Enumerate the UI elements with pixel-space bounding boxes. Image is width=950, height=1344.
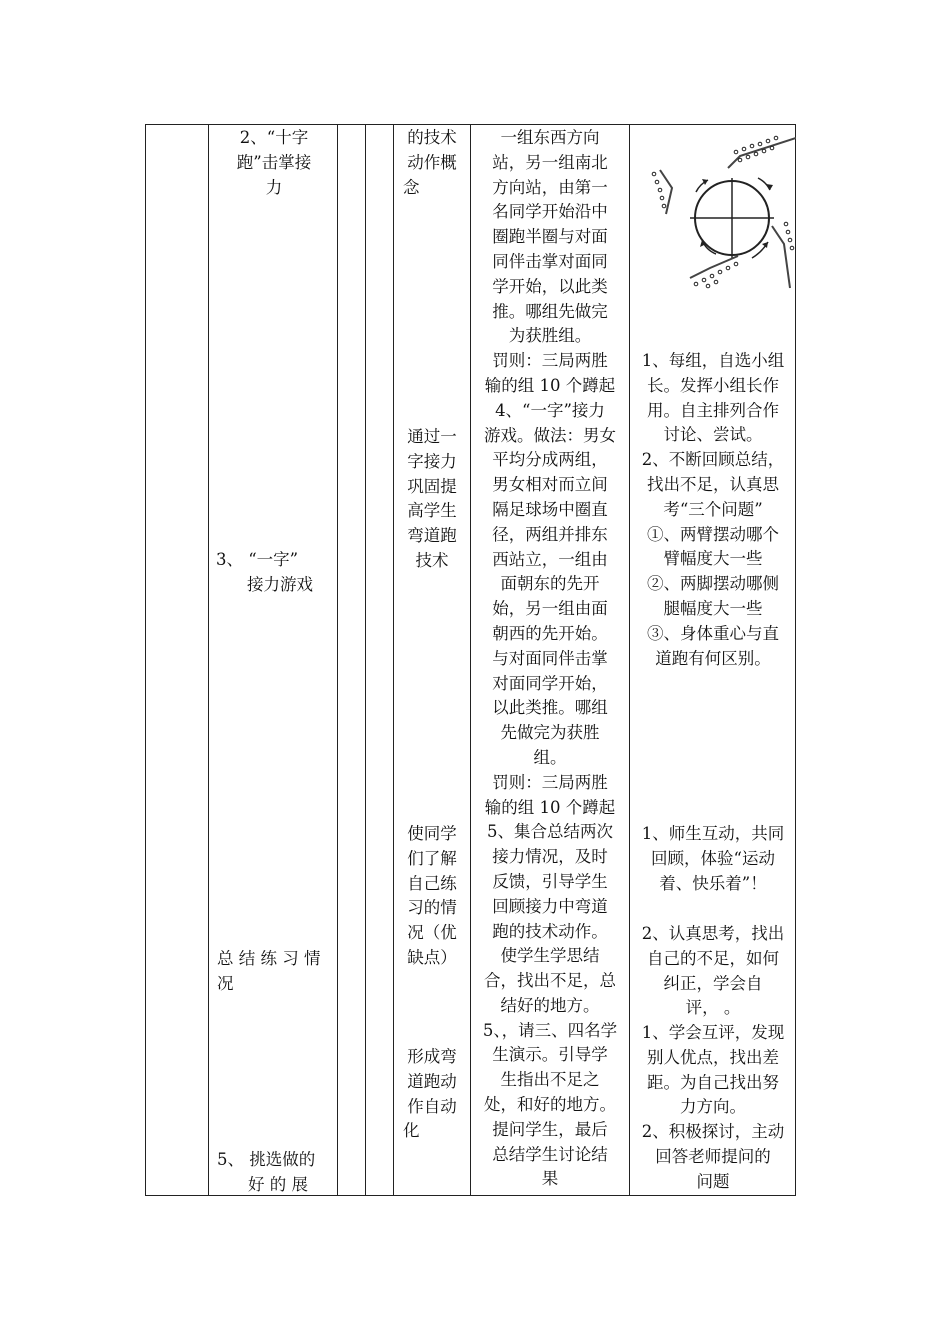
text-line: 圈跑半圈与对面: [492, 227, 608, 247]
text-line: 总结学生讨论结: [492, 1144, 608, 1164]
text-line: 使同学: [407, 824, 457, 843]
top-dots: [734, 136, 778, 162]
text-line: 纠正，学会自: [663, 973, 763, 993]
text-line: 缺点）: [407, 947, 457, 967]
student-activity-relay: [632, 349, 794, 671]
text-line: 一组东西方向: [500, 128, 600, 147]
text-line: 组。: [533, 747, 567, 767]
text-line: 径，两组并排东: [492, 524, 608, 544]
diagram-svg: [640, 128, 796, 296]
text-line: 动作概: [407, 152, 457, 172]
text-line: 2、不断回顾总结，: [641, 450, 785, 470]
text-line: 回顾，体验“运动: [651, 848, 775, 868]
col-border-6: [470, 124, 471, 1196]
col-border-3: [337, 124, 338, 1196]
text-line: 考“三个问题”: [663, 499, 763, 519]
text-line: 好 的 展: [248, 1174, 308, 1194]
purpose-self-assessment: [395, 822, 469, 971]
text-line: 提问学生，最后: [492, 1119, 608, 1139]
text-line: 1、每组，自选小组: [641, 351, 785, 370]
activity-summary: [217, 947, 335, 997]
text-line: 字接力: [407, 451, 457, 471]
text-line: 力: [265, 177, 283, 197]
text-line: 高学生: [407, 501, 457, 521]
text-line: 3、 “一字”: [216, 550, 299, 569]
purpose-concept: [395, 126, 469, 200]
text-line: 巩固提: [407, 476, 457, 496]
text-line: 评， 。: [685, 998, 741, 1018]
text-line: 自己的不足，如何: [647, 948, 779, 968]
text-line: 站，另一组南北: [492, 152, 608, 172]
text-line: 2、“十字: [239, 128, 309, 147]
text-line: 平均分成两组，: [492, 450, 608, 470]
text-line: 通过一: [407, 427, 457, 446]
text-line: 着、快乐着”！: [659, 873, 767, 893]
text-line: 面朝东的先开: [500, 574, 600, 594]
text-line: 同伴击掌对面同: [492, 251, 608, 271]
text-line: 作自动: [407, 1096, 457, 1116]
text-line: 果: [541, 1169, 559, 1189]
method-text: [472, 126, 628, 1192]
text-line: 以此类推。哪组: [492, 698, 608, 718]
text-line: 推。哪组先做完: [492, 301, 608, 321]
arrow-top-right: [758, 178, 770, 190]
text-line: 化: [403, 1121, 420, 1141]
text-line: 道跑动: [407, 1071, 457, 1091]
col-border-5: [393, 124, 394, 1196]
text-line: 腿幅度大一些: [663, 598, 763, 618]
text-line: 生指出不足之: [500, 1070, 600, 1090]
text-line: 5、 挑选做的: [217, 1150, 316, 1169]
text-line: 的技术: [407, 128, 457, 147]
text-line: 找出不足，认真思: [647, 474, 779, 494]
text-line: 反馈，引导学生: [492, 871, 608, 891]
text-line: 们了解: [407, 848, 457, 868]
activity-demonstration: [217, 1148, 335, 1198]
top-boundary-line: [728, 138, 796, 168]
text-line: 男女相对而立间: [492, 475, 608, 495]
text-line: 1、学会互评，发现: [641, 1023, 785, 1042]
text-line: 力方向。: [680, 1097, 746, 1117]
text-line: 游戏。做法：男女: [484, 425, 616, 445]
text-line: 讨论、尝试。: [663, 425, 763, 445]
text-line: 跑的技术动作。: [492, 921, 608, 941]
activity-line-relay: [216, 548, 336, 598]
text-line: 念: [403, 177, 420, 197]
text-line: 习的情: [407, 898, 457, 918]
arrow-head: [766, 184, 773, 190]
student-activity-reflect: [632, 922, 794, 1021]
left-boundary-line: [660, 170, 672, 214]
text-line: 接力游戏: [247, 574, 313, 594]
text-line: ②、两脚摆动哪侧: [647, 574, 779, 594]
text-line: 长。发挥小组长作: [647, 375, 779, 395]
text-line: 回答老师提问的: [655, 1146, 771, 1166]
text-line: 形成弯: [407, 1047, 457, 1066]
text-line: 技术: [415, 550, 449, 570]
text-line: 5、，请三、四名学: [482, 1020, 618, 1040]
text-line: 弯道跑: [407, 526, 457, 546]
text-line: 5、集合总结两次: [487, 822, 613, 842]
text-line: 先做完为获胜: [500, 723, 600, 743]
text-line: 处，和好的地方。: [484, 1095, 616, 1115]
text-line: 距。为自己找出努: [647, 1072, 779, 1092]
col-border-4: [365, 124, 366, 1196]
text-line: 回顾接力中弯道: [492, 896, 608, 916]
text-line: 接力情况，及时: [492, 847, 608, 867]
text-line: 对面同学开始，: [492, 673, 608, 693]
student-activity-peer-review: [632, 1021, 794, 1195]
student-activity-review: [632, 822, 794, 896]
activity-cross-relay: [214, 126, 334, 200]
text-line: 名同学开始沿中: [492, 202, 608, 222]
purpose-line-relay: [395, 425, 469, 574]
text-line: 总 结 练 习 情: [217, 949, 321, 968]
left-dots: [652, 172, 666, 208]
text-line: 朝西的先开始。: [492, 623, 608, 643]
text-line: 结好的地方。: [500, 995, 600, 1015]
text-line: 为获胜组。: [508, 326, 592, 346]
col-border-1: [145, 124, 146, 1196]
cross-relay-diagram: [640, 128, 796, 296]
text-line: 始，另一组由面: [492, 599, 608, 619]
text-line: 合，找出不足，总: [484, 971, 616, 991]
text-line: ③、身体重心与直: [647, 623, 779, 643]
text-line: 别人优点，找出差: [647, 1047, 779, 1067]
text-line: 输的组 10 个蹲起: [484, 375, 616, 395]
text-line: 2、认真思考，找出: [641, 924, 785, 943]
text-line: 1、师生互动，共同: [641, 824, 785, 843]
text-line: 4、“一字”接力: [495, 400, 605, 420]
text-line: 罚则：三局两胜: [492, 351, 608, 371]
text-line: 跑”击掌接: [236, 152, 312, 172]
text-line: 隔足球场中圈直: [492, 499, 608, 519]
text-line: 西站立，一组由: [492, 549, 608, 569]
right-dots: [784, 222, 794, 250]
text-line: 生演示。引导学: [492, 1045, 608, 1065]
text-line: 自己练: [407, 873, 457, 893]
col-border-2: [208, 124, 209, 1196]
text-line: 道跑有何区别。: [655, 648, 771, 668]
text-line: 学开始，以此类: [492, 276, 608, 296]
text-line: 罚则：三局两胜: [492, 772, 608, 792]
text-line: 况: [217, 973, 234, 993]
text-line: 问题: [696, 1171, 730, 1191]
bottom-boundary-line: [690, 256, 738, 278]
text-line: 输的组 10 个蹲起: [484, 797, 616, 817]
text-line: 使学生学思结: [500, 946, 600, 966]
purpose-automation: [395, 1045, 469, 1144]
text-line: 况（优: [407, 923, 457, 943]
text-line: 2、积极探讨，主动: [641, 1122, 785, 1142]
text-line: 方向站，由第一: [492, 177, 608, 197]
text-line: 臂幅度大一些: [663, 549, 763, 569]
text-line: 用。自主排列合作: [647, 400, 779, 420]
col-border-7: [629, 124, 630, 1196]
text-line: ①、两臂摆动哪个: [647, 524, 779, 544]
text-line: 与对面同伴击掌: [492, 648, 608, 668]
right-boundary-line: [772, 226, 790, 288]
